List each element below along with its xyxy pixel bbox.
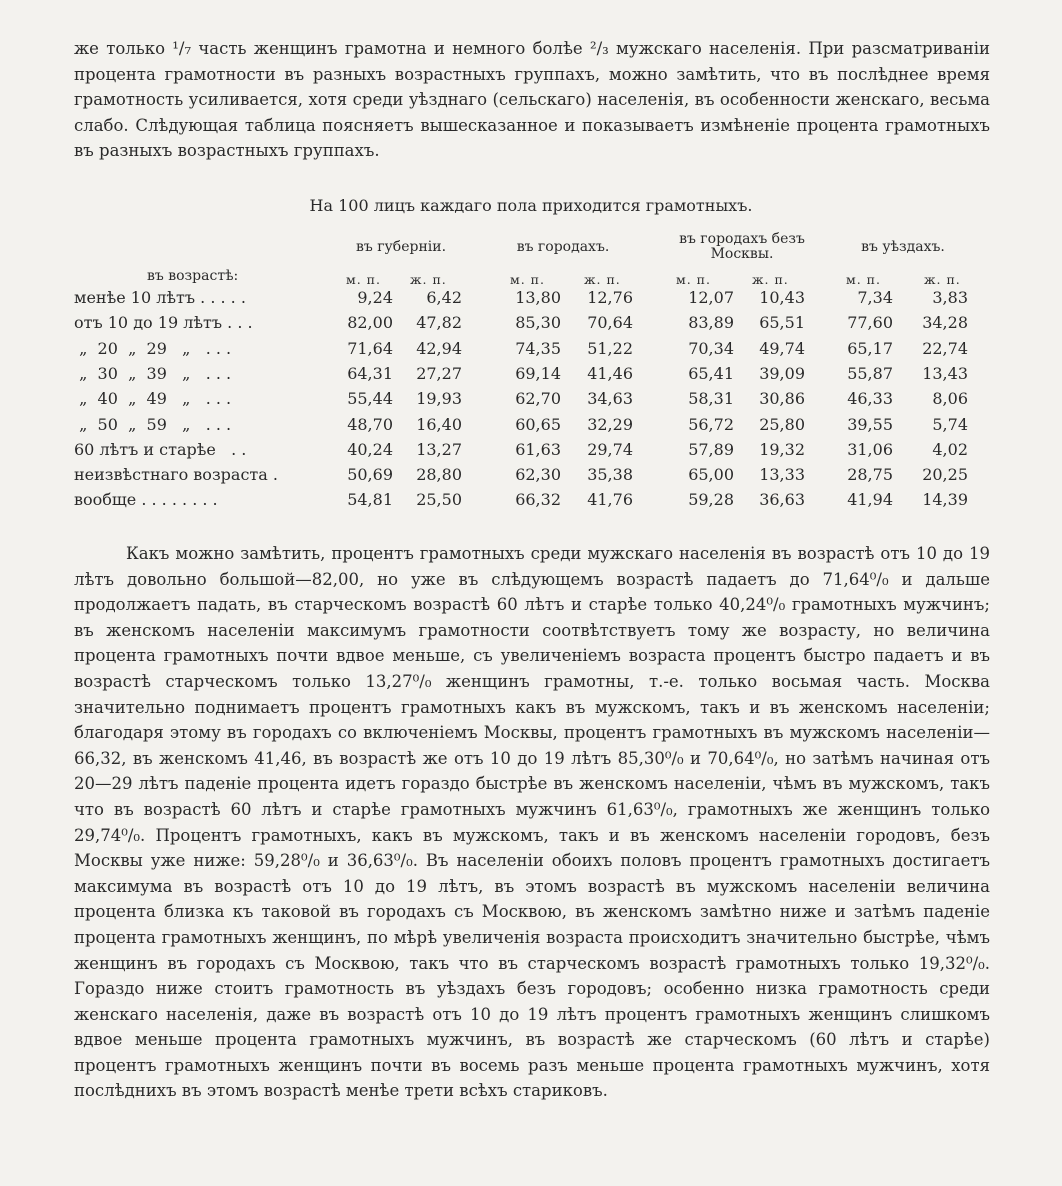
group-header-cities-without-moscow: въ городахъ безъ Москвы. — [679, 231, 805, 262]
table-cell: 57,89 — [688, 439, 734, 459]
table-cell: 41,76 — [587, 490, 633, 510]
group-header-districts: въ уѣздахъ. — [861, 239, 945, 255]
table-row — [0, 440, 1062, 465]
table-cell: 16,40 — [416, 414, 462, 434]
table-cell: 48,70 — [347, 414, 393, 434]
sub-header: ж. п. — [752, 272, 789, 287]
table-cell: 69,14 — [515, 363, 561, 383]
table-cell: 3,83 — [932, 288, 968, 307]
table-cell: 7,34 — [857, 288, 893, 307]
table-cell: 85,30 — [515, 313, 561, 333]
table-cell: 9,24 — [357, 288, 393, 307]
table-cell: 28,80 — [416, 465, 462, 485]
table-cell: 41,46 — [587, 363, 633, 383]
table-cell: 62,70 — [515, 389, 561, 409]
table-cell: 65,51 — [759, 313, 805, 333]
table-cell: 39,09 — [759, 363, 805, 383]
table-cell: 70,64 — [587, 313, 633, 333]
group-header-province: въ губерніи. — [355, 239, 447, 255]
group-header-cities: въ городахъ. — [516, 239, 610, 255]
table-cell: 34,28 — [922, 313, 968, 333]
table-cell: 61,63 — [515, 439, 561, 459]
table-cell: 65,00 — [688, 465, 734, 485]
table-cell: 28,75 — [847, 465, 893, 485]
sub-header: ж. п. — [410, 272, 447, 287]
table-cell: 40,24 — [347, 439, 393, 459]
intro-paragraph: же только ¹/₇ часть женщинъ грамотна и немного болѣе ²/₃ мужскаго населенія. При разсматриваніи процента грамотности въ разныхъ возрастныхъ группахъ, можно замѣтить, что въ послѣднее время грамотность усиливается, хотя среди уѣзднаго (сельскаго) населенія, въ особенности женскаго, весьма слабо. Слѣдующая таблица поясняетъ вышесказанное и показываетъ измѣненіе процента грамотныхъ въ разныхъ возрастныхъ группахъ. — [74, 39, 990, 161]
table-row — [0, 288, 1062, 313]
table-row — [0, 339, 1062, 364]
table-cell: 6,42 — [426, 288, 462, 307]
table-cell: 71,64 — [347, 338, 393, 358]
table-cell: 13,33 — [759, 465, 805, 485]
table-cell: 58,31 — [688, 389, 734, 409]
table-cell: 56,72 — [688, 414, 734, 434]
age-column-header: въ возрастѣ: — [147, 268, 239, 284]
table-cell: 10,43 — [759, 288, 805, 307]
analysis-paragraph: Какъ можно замѣтить, процентъ грамотныхъ среди мужскаго населенія въ возрастѣ отъ 10 до 19 лѣтъ довольно большой—82,00, но уже въ слѣдующемъ возрастѣ падаетъ до 71,64⁰/₀ и дальше продолжаетъ падать, въ старческомъ возрастѣ 60 лѣтъ и старѣе только 40,24⁰/₀ грамотныхъ мужчинъ; въ женскомъ населеніи максимумъ грамотности соотвѣтствуетъ тому же возрасту, но величина процента грамотныхъ почти вдвое меньше, съ увеличеніемъ возраста процентъ быстро падаетъ и въ возрастѣ старческомъ только 13,27⁰/₀ женщинъ грамотны, т.-е. только восьмая часть. Москва значительно поднимаетъ процентъ грамотныхъ какъ въ мужскомъ, такъ и въ женскомъ населеніи; благодаря этому въ городахъ со включеніемъ Москвы, процентъ грамотныхъ въ мужскомъ населеніи—66,32, въ женскомъ 41,46, въ возрастѣ же отъ 10 до 19 лѣтъ 85,30⁰/₀ и 70,64⁰/₀, но затѣмъ начиная отъ 20—29 лѣтъ паденіе процента идетъ гораздо быстрѣе въ женскомъ населеніи, чѣмъ въ мужскомъ, такъ что въ возрастѣ 60 лѣтъ и старѣе грамотныхъ мужчинъ 61,63⁰/₀, грамотныхъ же женщинъ только 29,74⁰/₀. Процентъ грамотныхъ, какъ въ мужскомъ, такъ и въ женскомъ населеніи городовъ, безъ Москвы уже ниже: 59,28⁰/₀ и 36,63⁰/₀. Въ населеніи обоихъ половъ процентъ грамотныхъ достигаетъ максимума въ возрастѣ отъ 10 до 19 лѣтъ, въ этомъ возрастѣ въ мужскомъ населеніи величина процента близка къ таковой въ городахъ съ Москвою, въ женскомъ замѣтно ниже и затѣмъ паденіе процента грамотныхъ женщинъ, по мѣрѣ увеличенія возраста происходитъ значительно быстрѣе, чѣмъ женщинъ въ городахъ съ Москвою, такъ что въ старческомъ возрастѣ грамотныхъ только 19,32⁰/₀. Гораздо ниже стоитъ грамотность въ уѣздахъ безъ городовъ; особенно низка грамотность среди женскаго населенія, даже въ возрастѣ отъ 10 до 19 лѣтъ процентъ грамотныхъ женщинъ слишкомъ вдвое меньше процента грамотныхъ мужчинъ, въ возрастѣ же старческомъ (60 лѣтъ и старѣе) процентъ грамотныхъ женщинъ почти въ восемь разъ меньше процента грамотныхъ мужчинъ, хотя послѣднихъ въ этомъ возрастѣ менѣе трети всѣхъ стариковъ. — [74, 544, 990, 1101]
row-label: вообще . . . . . . . . — [74, 490, 218, 510]
table-cell: 12,07 — [688, 288, 734, 307]
row-label: отъ 10 до 19 лѣтъ . . . — [74, 313, 253, 333]
table-cell: 46,33 — [847, 389, 893, 409]
table-cell: 77,60 — [847, 313, 893, 333]
table-cell: 49,74 — [759, 338, 805, 358]
table-row — [0, 364, 1062, 389]
table-cell: 25,80 — [759, 414, 805, 434]
table-cell: 65,41 — [688, 363, 734, 383]
table-cell: 19,32 — [759, 439, 805, 459]
table-cell: 34,63 — [587, 389, 633, 409]
table-cell: 65,17 — [847, 338, 893, 358]
table-cell: 5,74 — [932, 414, 968, 434]
table-cell: 47,82 — [416, 313, 462, 333]
table-cell: 64,31 — [347, 363, 393, 383]
table-row — [0, 490, 1062, 515]
sub-header: м. п. — [510, 272, 545, 287]
table-row — [0, 389, 1062, 414]
table-cell: 54,81 — [347, 490, 393, 510]
table-cell: 66,32 — [515, 490, 561, 510]
row-label: менѣе 10 лѣтъ . . . . . — [74, 288, 246, 307]
table-cell: 60,65 — [515, 414, 561, 434]
table-cell: 59,28 — [688, 490, 734, 510]
table-cell: 55,87 — [847, 363, 893, 383]
table-cell: 62,30 — [515, 465, 561, 485]
table-cell: 51,22 — [587, 338, 633, 358]
row-label: „ 30 „ 39 „ . . . — [74, 363, 232, 383]
table-cell: 74,35 — [515, 338, 561, 358]
table-row — [0, 415, 1062, 440]
table-cell: 13,27 — [416, 439, 462, 459]
table-cell: 13,43 — [922, 363, 968, 383]
table-cell: 55,44 — [347, 389, 393, 409]
table-row — [0, 465, 1062, 490]
table-caption: На 100 лицъ каждаго пола приходится грамотныхъ. — [309, 196, 753, 215]
row-label: „ 50 „ 59 „ . . . — [74, 414, 232, 434]
table-cell: 4,02 — [932, 439, 968, 459]
table-cell: 19,93 — [416, 389, 462, 409]
table-cell: 25,50 — [416, 490, 462, 510]
table-cell: 20,25 — [922, 465, 968, 485]
table-cell: 50,69 — [347, 465, 393, 485]
sub-header: ж. п. — [584, 272, 621, 287]
table-cell: 30,86 — [759, 389, 805, 409]
table-cell: 82,00 — [347, 313, 393, 333]
table-cell: 8,06 — [932, 389, 968, 409]
table-cell: 41,94 — [847, 490, 893, 510]
row-label: „ 40 „ 49 „ . . . — [74, 389, 232, 409]
row-label: неизвѣстнаго возраста . — [74, 465, 278, 485]
sub-header: м. п. — [346, 272, 381, 287]
sub-header: м. п. — [846, 272, 881, 287]
table-cell: 83,89 — [688, 313, 734, 333]
sub-header: ж. п. — [924, 272, 961, 287]
table-cell: 70,34 — [688, 338, 734, 358]
table-cell: 13,80 — [515, 288, 561, 307]
table-cell: 12,76 — [587, 288, 633, 307]
table-cell: 31,06 — [847, 439, 893, 459]
table-cell: 42,94 — [416, 338, 462, 358]
table-cell: 14,39 — [922, 490, 968, 510]
sub-header: м. п. — [676, 272, 711, 287]
table-cell: 29,74 — [587, 439, 633, 459]
table-cell: 36,63 — [759, 490, 805, 510]
row-label: 60 лѣтъ и старѣе . . — [74, 439, 247, 459]
table-cell: 39,55 — [847, 414, 893, 434]
table-cell: 27,27 — [416, 363, 462, 383]
table-cell: 35,38 — [587, 465, 633, 485]
table-row — [0, 313, 1062, 338]
table-cell: 22,74 — [922, 338, 968, 358]
table-cell: 32,29 — [587, 414, 633, 434]
row-label: „ 20 „ 29 „ . . . — [74, 338, 232, 358]
